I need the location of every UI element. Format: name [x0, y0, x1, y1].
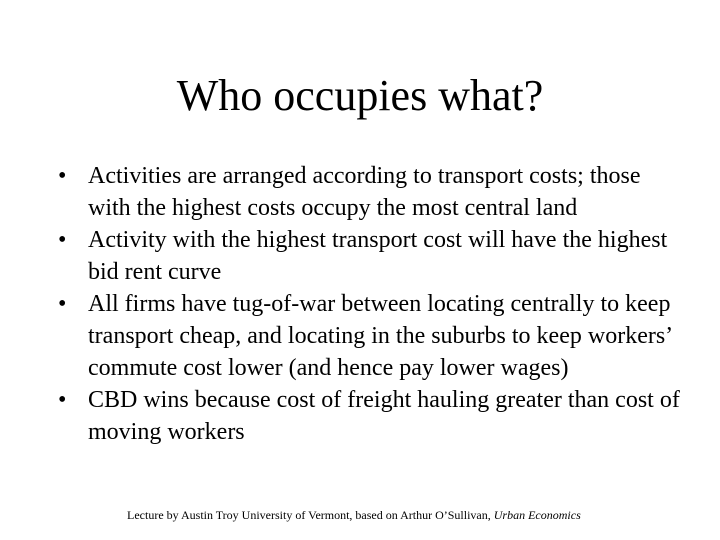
- bullet-text: Activities are arranged according to transport costs; those with the highest costs occupy the most central land: [88, 163, 641, 221]
- bullet-list: [58, 160, 688, 448]
- slide-title: Who occupies what?: [176, 71, 544, 120]
- bullet-icon: •: [58, 227, 67, 253]
- bullet-icon: •: [58, 291, 67, 317]
- footer-book-title: Urban Economics: [493, 508, 581, 522]
- bullet-text: Activity with the highest transport cost will have the highest bid rent curve: [88, 227, 668, 285]
- footer-credit-text: Lecture by Austin Troy University of Vermont, based on Arthur O’Sullivan,: [127, 508, 494, 522]
- bullet-icon: •: [58, 387, 67, 413]
- bullet-item: [58, 160, 688, 224]
- bullet-text: All firms have tug-of-war between locating centrally to keep transport cheap, and locating in the suburbs to keep workers’ commute cost lower (and hence pay lower wages): [88, 291, 672, 381]
- bullet-item: [58, 384, 688, 448]
- bullet-text: CBD wins because cost of freight hauling greater than cost of moving workers: [88, 387, 680, 445]
- bullet-item: [58, 288, 688, 384]
- footer-credit: [127, 508, 581, 522]
- bullet-item: [58, 224, 688, 288]
- bullet-icon: •: [58, 163, 67, 189]
